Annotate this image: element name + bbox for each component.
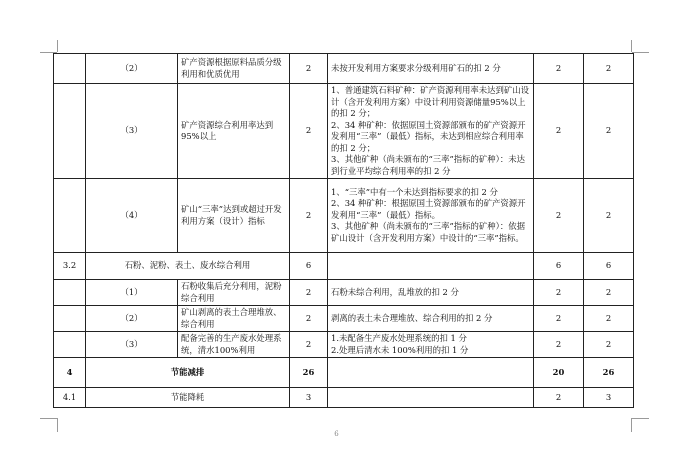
deduction-rule-cell bbox=[328, 358, 534, 388]
self-score-cell: 2 bbox=[534, 388, 584, 408]
criteria-cell: 石粉收集后充分利用，泥粉综合利用 bbox=[178, 280, 290, 306]
review-score-cell: 6 bbox=[584, 253, 634, 280]
table-row bbox=[54, 306, 634, 332]
deduction-rule-line: 1.未配备生产废水处理系统的扣 1 分 bbox=[331, 333, 467, 343]
table-row bbox=[54, 358, 634, 388]
deduction-rule-cell bbox=[328, 84, 534, 179]
criteria-cell: 矿山剥离的表土合理堆放、综合利用 bbox=[178, 306, 290, 332]
review-score-cell: 26 bbox=[584, 358, 634, 388]
self-score-cell: 2 bbox=[534, 84, 584, 179]
deduction-rule-line: 1、普通建筑石料矿种：矿产资源利用率未达到矿山设计（含开发利用方案）中设计利用资源储量95%以上的扣 2 分； bbox=[331, 85, 529, 118]
criteria-cell: 矿产资源综合利用率达到95%以上 bbox=[178, 84, 290, 179]
review-score-cell: 2 bbox=[584, 332, 634, 358]
deduction-rule-cell bbox=[328, 388, 534, 408]
item-number-cell bbox=[54, 84, 86, 179]
sub-item-cell: （4） bbox=[86, 179, 178, 253]
deduction-rule-line: 剥离的表土未合理堆放、综合利用的扣 2 分 bbox=[331, 312, 493, 323]
standard-points-cell: 2 bbox=[290, 84, 328, 179]
item-number-cell bbox=[54, 179, 86, 253]
standard-points-cell: 2 bbox=[290, 332, 328, 358]
deduction-rule-cell bbox=[328, 253, 534, 280]
review-score-cell: 2 bbox=[584, 84, 634, 179]
review-score-cell: 2 bbox=[584, 179, 634, 253]
deduction-rule-cell bbox=[328, 332, 534, 358]
sub-item-cell: （1） bbox=[86, 280, 178, 306]
deduction-rule-line: 未按开发利用方案要求分级利用矿石的扣 2 分 bbox=[331, 62, 501, 73]
self-score-cell: 2 bbox=[534, 179, 584, 253]
standard-points-cell: 2 bbox=[290, 179, 328, 253]
deduction-rule-cell bbox=[328, 54, 534, 84]
standard-points-cell: 2 bbox=[290, 280, 328, 306]
standard-points-cell: 6 bbox=[290, 253, 328, 280]
review-score-cell: 2 bbox=[584, 54, 634, 84]
deduction-rule-cell bbox=[328, 179, 534, 253]
review-score-cell: 2 bbox=[584, 280, 634, 306]
self-score-cell: 2 bbox=[534, 54, 584, 84]
crop-mark-bottom-left-h bbox=[40, 418, 57, 419]
standard-points-cell: 2 bbox=[290, 306, 328, 332]
self-score-cell: 2 bbox=[534, 306, 584, 332]
crop-mark-top-left bbox=[57, 40, 58, 52]
deduction-rule-line: 1、“三率”中有一个未达到指标要求的扣 2 分 bbox=[331, 186, 498, 197]
deduction-rule-line: 3、其他矿种（尚未颁布的“三率”指标的矿种）：依据矿山设计（含开发利用方案）中设计的“三率”指标。 bbox=[331, 221, 525, 243]
self-score-cell: 20 bbox=[534, 358, 584, 388]
self-score-cell: 2 bbox=[534, 280, 584, 306]
review-score-cell: 2 bbox=[584, 306, 634, 332]
item-number-cell bbox=[54, 306, 86, 332]
crop-mark-bottom-right-h bbox=[632, 418, 649, 419]
item-number-cell bbox=[54, 332, 86, 358]
sub-item-cell: （2） bbox=[86, 54, 178, 84]
item-number-cell: 4 bbox=[54, 358, 86, 388]
table-row bbox=[54, 280, 634, 306]
sub-item-cell: （3） bbox=[86, 332, 178, 358]
item-number-cell: 4.1 bbox=[54, 388, 86, 408]
crop-mark-top-right-h bbox=[632, 52, 649, 53]
self-score-cell: 6 bbox=[534, 253, 584, 280]
item-title-cell: 石粉、泥粉、表土、废水综合利用 bbox=[86, 253, 290, 280]
crop-mark-top-right bbox=[631, 40, 632, 52]
deduction-rule-cell bbox=[328, 306, 534, 332]
table-row bbox=[54, 84, 634, 179]
criteria-cell: 矿山“三率”达到或超过开发利用方案（设计）指标 bbox=[178, 179, 290, 253]
item-title-cell: 节能降耗 bbox=[86, 388, 290, 408]
sub-item-cell: （3） bbox=[86, 84, 178, 179]
deduction-rule-line: 2、34 种矿种：依据原国土资源部颁布的矿产资源开发利用“三率”（最低）指标，未达到相应综合利用率的扣 2 分； bbox=[331, 119, 526, 153]
deduction-rule-line: 2、34 种矿种：根据原国土资源部颁布的矿产资源开发利用“三率”（最低）指标。 bbox=[331, 198, 526, 220]
table-row bbox=[54, 54, 634, 84]
standard-points-cell: 2 bbox=[290, 54, 328, 84]
review-score-cell: 3 bbox=[584, 388, 634, 408]
scoring-table bbox=[53, 53, 634, 408]
deduction-rule-cell bbox=[328, 280, 534, 306]
item-title-cell: 节能减排 bbox=[86, 358, 290, 388]
standard-points-cell: 3 bbox=[290, 388, 328, 408]
table-row bbox=[54, 253, 634, 280]
deduction-rule-line: 3、其他矿种（尚未颁布的“三率”指标的矿种）：未达到行业平均综合利用率的扣 2 分 bbox=[331, 154, 525, 176]
table-row bbox=[54, 179, 634, 253]
item-number-cell bbox=[54, 280, 86, 306]
sub-item-cell: （2） bbox=[86, 306, 178, 332]
self-score-cell: 2 bbox=[534, 332, 584, 358]
deduction-rule-line: 2.处理后清水未 100%利用的扣 1 分 bbox=[331, 344, 469, 355]
item-number-cell bbox=[54, 54, 86, 84]
criteria-cell: 配备完善的生产废水处理系统，清水100%利用 bbox=[178, 332, 290, 358]
standard-points-cell: 26 bbox=[290, 358, 328, 388]
deduction-rule-line: 石粉未综合利用，乱堆放的扣 2 分 bbox=[331, 286, 459, 297]
item-number-cell: 3.2 bbox=[54, 253, 86, 280]
table-row bbox=[54, 388, 634, 408]
table-row bbox=[54, 332, 634, 358]
criteria-cell: 矿产资源根据原料品质分级利用和优质优用 bbox=[178, 54, 290, 84]
page-number: 6 bbox=[334, 430, 339, 438]
